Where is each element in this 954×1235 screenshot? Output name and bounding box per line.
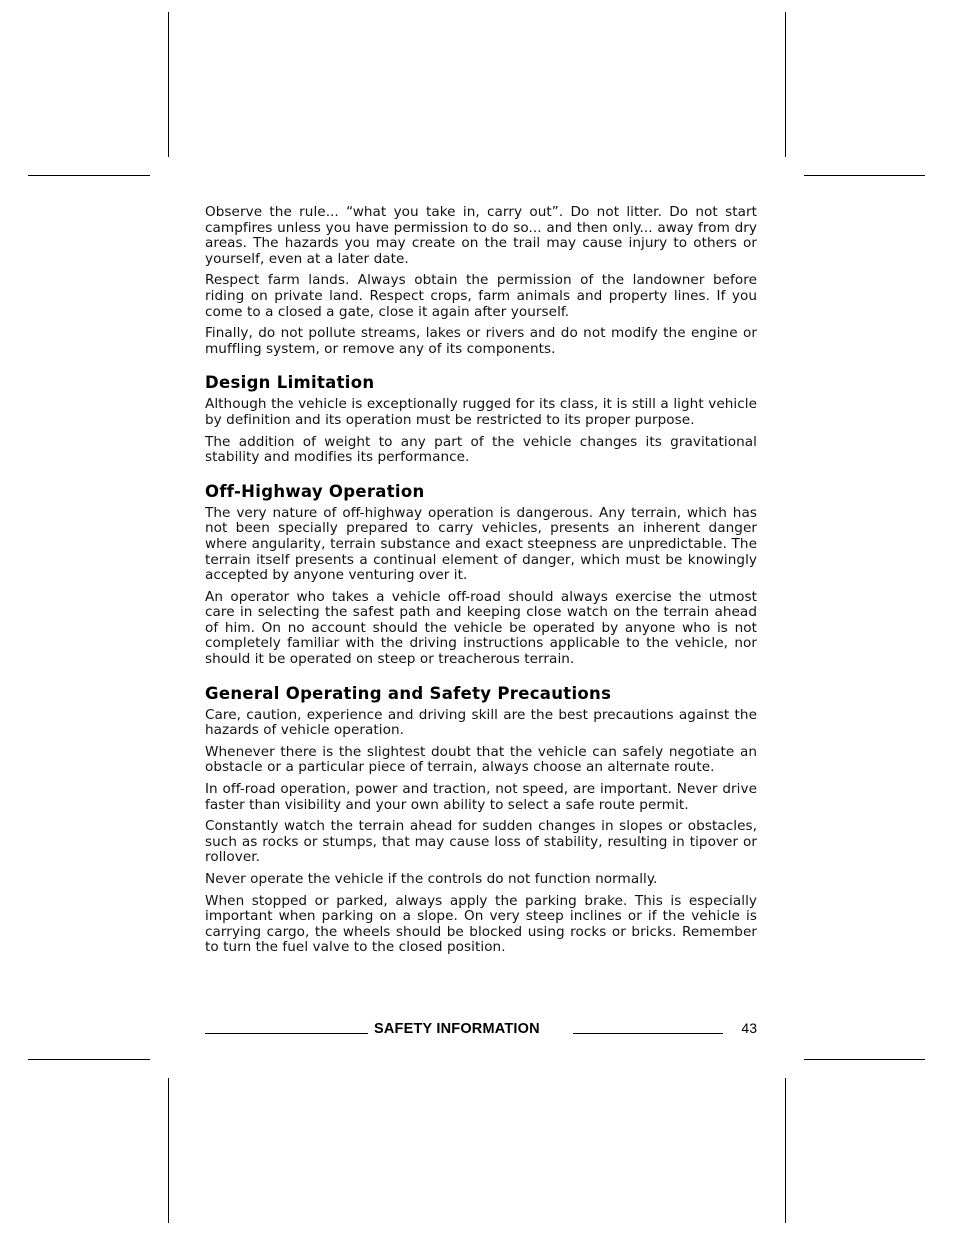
page-content [205,205,757,962]
crop-mark-bottom-left-vertical [168,1078,169,1223]
crop-mark-top-right-horizontal [804,175,925,176]
crop-mark-top-right-vertical [785,12,786,157]
paragraph: The addition of weight to any part of the vehicle changes its gravitational stability and modifies its performance. [205,433,757,466]
page-number: 43 [741,1020,757,1036]
paragraph: Whenever there is the slightest doubt that the vehicle can safely negotiate an obstacle or a particular piece of terrain, always choose an alternate route. [205,743,757,776]
section-heading: Design Limitation [205,373,375,393]
paragraph: Constantly watch the terrain ahead for sudden changes in slopes or obstacles, such as rocks or stumps, that may cause loss of stability, resulting in tipover or rollover. [205,818,757,866]
footer-section-title: SAFETY INFORMATION [374,1021,540,1037]
intro-section [205,205,757,357]
crop-mark-top-left-horizontal [28,175,150,176]
crop-mark-bottom-right-vertical [785,1078,786,1223]
crop-mark-top-left-vertical [168,12,169,157]
crop-mark-bottom-right-horizontal [804,1059,925,1060]
paragraph: Finally, do not pollute streams, lakes or rivers and do not modify the engine or muffling system, or remove any of its components. [205,325,757,357]
general-precautions-section [205,684,757,956]
section-heading: Off-Highway Operation [205,481,425,501]
paragraph: Care, caution, experience and driving skill are the best precautions against the hazards of vehicle operation. [205,706,757,739]
section-heading: General Operating and Safety Precautions [205,683,612,703]
design-limitation-section [205,373,757,465]
off-highway-operation-section [205,482,757,668]
page-footer [205,1018,757,1042]
paragraph: Never operate the vehicle if the controls do not function normally. [205,871,658,887]
paragraph: Respect farm lands. Always obtain the permission of the landowner before riding on private land. Respect crops, farm animals and property lines. If you come to a closed a gate, close it again after yourself. [205,272,757,320]
paragraph: In off-road operation, power and traction, not speed, are important. Never drive faster than visibility and your own ability to select a safe route permit. [205,781,757,813]
footer-rule-left [205,1033,368,1034]
crop-mark-bottom-left-horizontal [28,1059,150,1060]
paragraph: An operator who takes a vehicle off-road should always exercise the utmost care in selecting the safest path and keeping close watch on the terrain ahead of him. On no account should the vehicle be operated by anyone who is not completely familiar with the driving instructions applicable to the vehicle, nor should it be operated on steep or treacherous terrain. [205,588,757,668]
footer-rule-right [573,1033,723,1034]
paragraph: Although the vehicle is exceptionally rugged for its class, it is still a light vehicle by definition and its operation must be restricted to its proper purpose. [205,396,757,428]
paragraph: When stopped or parked, always apply the parking brake. This is especially important when parking on a slope. On very steep inclines or if the vehicle is carrying cargo, the wheels should be blocked using rocks or bricks. Remember to turn the fuel valve to the closed position. [205,892,757,956]
paragraph: The very nature of off-highway operation is dangerous. Any terrain, which has not been specially prepared to carry vehicles, presents an inherent danger where angularity, terrain substance and exact steepness are unpredictable. The terrain itself presents a continual element of danger, which must be knowingly accepted by anyone venturing over it. [205,504,757,584]
paragraph: Observe the rule... “what you take in, carry out”. Do not litter. Do not start campfires unless you have permission to do so... and then only... away from dry areas. The hazards you may create on the trail may cause injury to others or yourself, even at a later date. [205,204,757,267]
